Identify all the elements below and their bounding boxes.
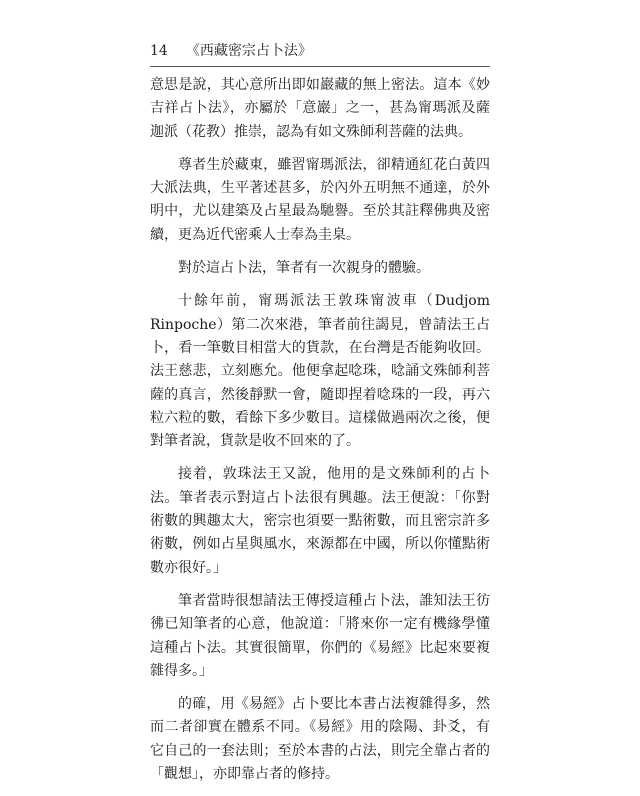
paragraph: 對於這占卜法，筆者有一次親身的體驗。: [178, 260, 430, 277]
header-rule: [150, 66, 490, 67]
paragraph: 意思是說，其心意所出即如巖藏的無上密法。這本《妙吉祥占卜法》，亦屬於「意巖」之一，甚為甯瑪派及薩迦派（花教）推崇，認為有如文殊師利菩薩的法典。: [150, 77, 490, 140]
page-number: 14: [150, 43, 168, 59]
paragraph: 十餘年前，甯瑪派法王敦珠甯波車（Dudjom Rinpoche）第二次來港，筆者前往謁見，曾請法王占卜，看一筆數目相當大的貨款，在台灣是否能夠收回。法王慈悲，立刻應允。他便拿起唸珠，唸誦文殊師利菩薩的真言，然後靜默一會，隨即捏着唸珠的一段，再六粒六粒的數，看餘下多少數目。這樣做過兩次之後，便對筆者說，貨款是收不回來的了。: [150, 293, 490, 450]
paragraph: 筆者當時很想請法王傳授這種占卜法，誰知法王彷彿已知筆者的心意，他說道：「將來你一定有機緣學懂這種占卜法。其實很簡單，你們的《易經》比起來要複雜得多。」: [150, 592, 490, 679]
page-body: [150, 74, 490, 796]
running-header: [150, 40, 490, 60]
paragraph: 接着，敦珠法王又說，他用的是文殊師利的占卜法。筆者表示對這占卜法很有興趣。法王便說：「你對術數的興趣太大，密宗也須要一點術數，而且密宗許多術數，例如占星與風水，來源都在中國，所以你懂點術數亦很好。」: [150, 466, 490, 576]
paragraph: 的確，用《易經》占卜要比本書占法複雜得多，然而二者卻實在體系不同。《易經》用的陰陽、卦爻，有它自己的一套法則；至於本書的占法，則完全靠占者的「觀想」，亦即靠占者的修持。: [150, 696, 490, 783]
paragraph: 尊者生於藏東，雖習甯瑪派法，卻精通紅花白黃四大派法典，生平著述甚多，於內外五明無不通達，於外明中，尤以建築及占星最為馳譽。至於其註釋佛典及密續，更為近代密乘人士奉為圭臬。: [150, 156, 490, 243]
book-title: 《西藏密宗占卜法》: [185, 43, 312, 59]
